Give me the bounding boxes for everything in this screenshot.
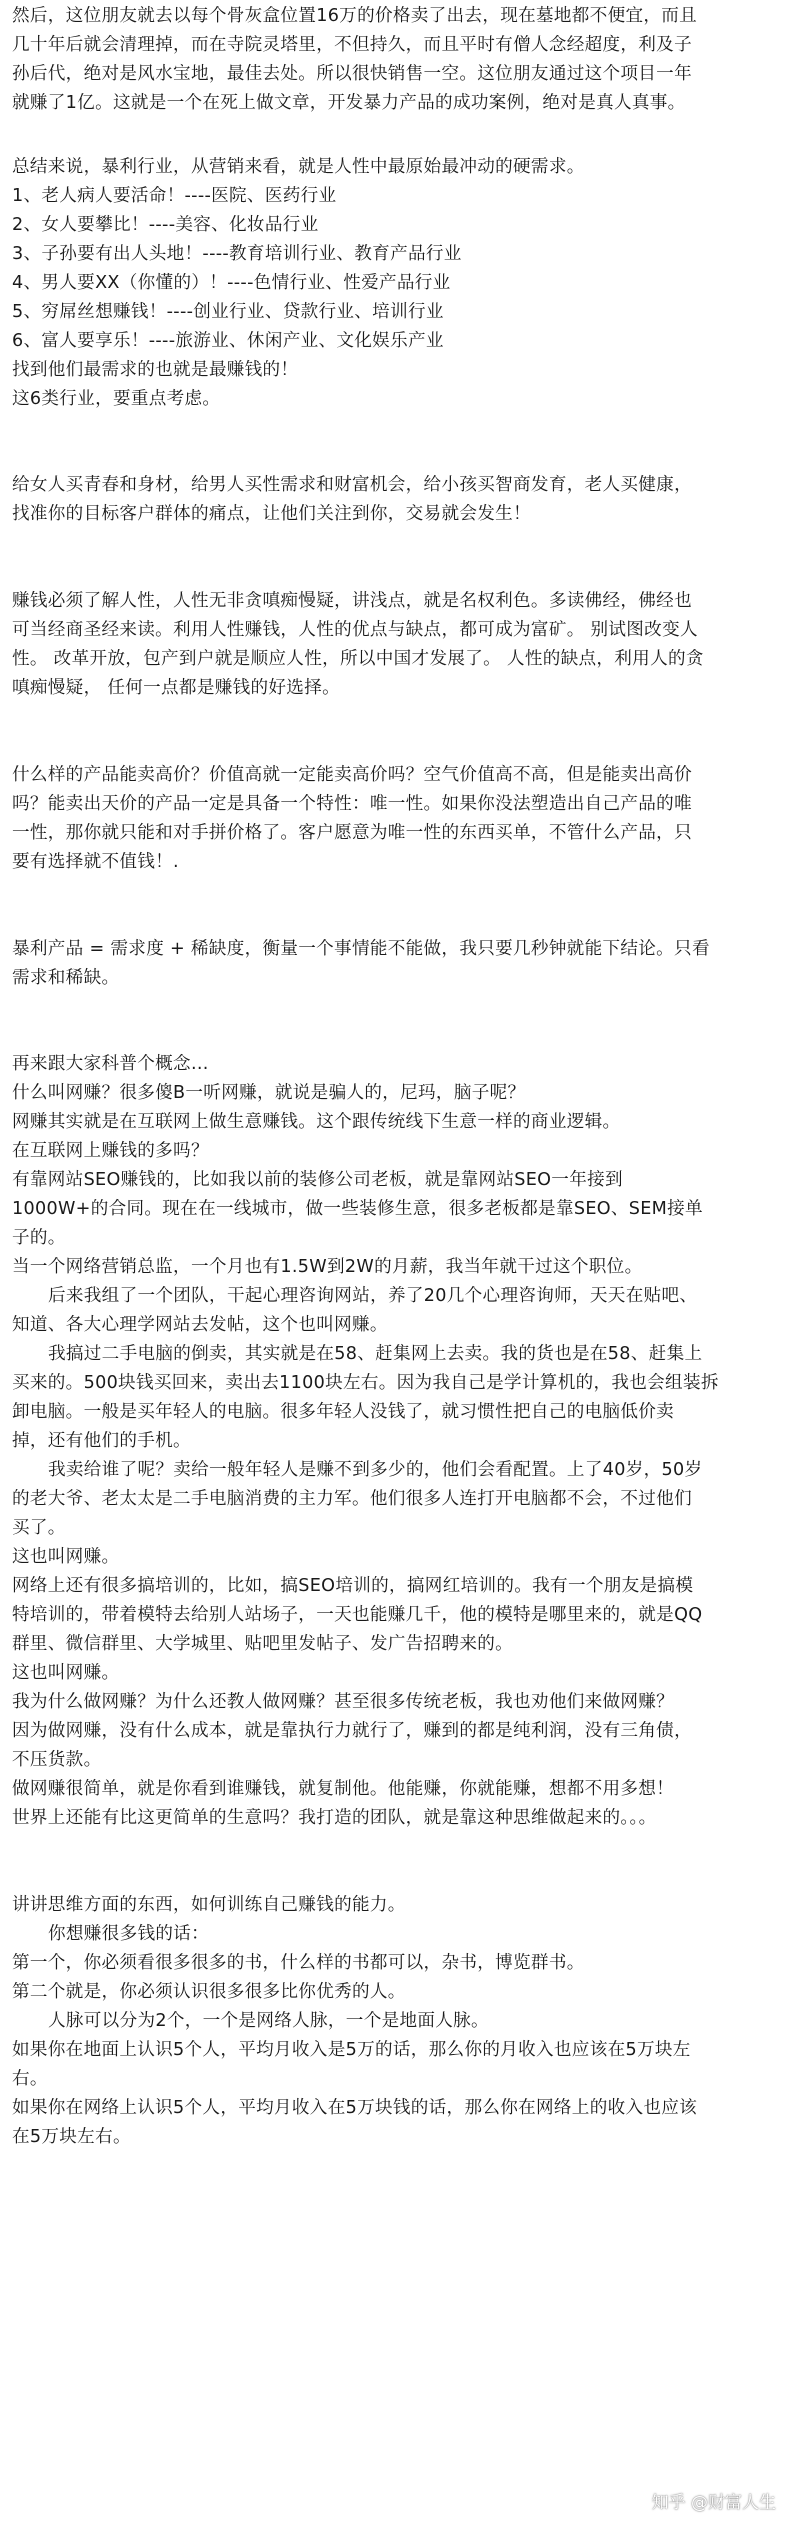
text-line: 吗？能卖出天价的产品一定是具备一个特性：唯一性。如果你没法塑造出自己产品的唯 xyxy=(12,794,692,814)
text-line: 性。 改革开放，包产到户就是顺应人性，所以中国才发展了。 人性的缺点，利用人的贪 xyxy=(12,649,704,669)
text-line: 知道、各大心理学网站去发帖，这个也叫网赚。 xyxy=(12,1315,388,1335)
text-line: 然后，这位朋友就去以每个骨灰盒位置16万的价格卖了出去，现在墓地都不便宜，而且 xyxy=(12,6,698,26)
text-line: 这6类行业，要重点考虑。 xyxy=(12,389,221,409)
text-line: 有靠网站SEO赚钱的，比如我以前的装修公司老板，就是靠网站SEO一年接到 xyxy=(12,1170,623,1190)
text-line: 总结来说，暴利行业，从营销来看，就是人性中最原始最冲动的硬需求。 xyxy=(12,157,585,177)
text-line: 子的。 xyxy=(12,1228,66,1248)
text-line: 如果你在地面上认识5个人，平均月收入是5万的话，那么你的月收入也应该在5万块左 xyxy=(12,2040,691,2060)
text-line: 孙后代，绝对是风水宝地，最佳去处。所以很快销售一空。这位朋友通过这个项目一年 xyxy=(12,64,692,84)
text-line: 群里、微信群里、大学城里、贴吧里发帖子、发广告招聘来的。 xyxy=(12,1634,514,1654)
text-line: 掉，还有他们的手机。 xyxy=(12,1431,191,1451)
text-line: 就赚了1亿。这就是一个在死上做文章，开发暴力产品的成功案例，绝对是真人真事。 xyxy=(12,93,686,113)
text-line: 赚钱必须了解人性，人性无非贪嗔痴慢疑，讲浅点，就是名权利色。多读佛经，佛经也 xyxy=(12,591,692,611)
text-line: 在互联网上赚钱的多吗？ xyxy=(12,1141,209,1161)
text-line: 5、穷屌丝想赚钱！----创业行业、贷款行业、培训行业 xyxy=(12,302,444,322)
text-line: 找准你的目标客户群体的痛点，让他们关注到你，交易就会发生！ xyxy=(12,504,531,524)
text-line: 特培训的，带着模特去给别人站场子，一天也能赚几千，他的模特是哪里来的，就是QQ xyxy=(12,1605,703,1625)
text-line: 一性，那你就只能和对手拼价格了。客户愿意为唯一性的东西买单，不管什么产品，只 xyxy=(12,823,692,843)
text-line: 6、富人要享乐！----旅游业、休闲产业、文化娱乐产业 xyxy=(12,331,444,351)
text-line: 因为做网赚，没有什么成本，就是靠执行力就行了，赚到的都是纯利润，没有三角债， xyxy=(12,1721,692,1741)
text-line: 什么叫网赚？很多傻B一听网赚，就说是骗人的，尼玛，脑子呢？ xyxy=(12,1083,526,1103)
text-line: 需求和稀缺。 xyxy=(12,968,120,988)
text-line: 如果你在网络上认识5个人，平均月收入在5万块钱的话，那么你在网络上的收入也应该 xyxy=(12,2098,698,2118)
text-line: 暴利产品 = 需求度 + 稀缺度，衡量一个事情能不能做，我只要几秒钟就能下结论。只看 xyxy=(12,939,710,959)
text-line: 第二个就是，你必须认识很多很多比你优秀的人。 xyxy=(12,1982,406,2002)
text-line: 第一个，你必须看很多很多的书，什么样的书都可以，杂书，博览群书。 xyxy=(12,1953,585,1973)
text-line: 这也叫网赚。 xyxy=(12,1547,120,1567)
text-line: 卸电脑。一般是买年轻人的电脑。很多年轻人没钱了，就习惯性把自己的电脑低价卖 xyxy=(12,1402,675,1422)
text-line: 网赚其实就是在互联网上做生意赚钱。这个跟传统线下生意一样的商业逻辑。 xyxy=(12,1112,621,1132)
text-line: 买来的。500块钱买回来，卖出去1100块左右。因为我自己是学计算机的，我也会组装拆 xyxy=(12,1373,719,1393)
text-line: 给女人买青春和身材，给男人买性需求和财富机会，给小孩买智商发育，老人买健康， xyxy=(12,475,692,495)
text-line: 的老大爷、老太太是二手电脑消费的主力军。他们很多人连打开电脑都不会，不过他们 xyxy=(12,1489,692,1509)
text-line: 我搞过二手电脑的倒卖，其实就是在58、赶集网上去卖。我的货也是在58、赶集上 xyxy=(48,1344,703,1364)
text-line: 讲讲思维方面的东西，如何训练自己赚钱的能力。 xyxy=(12,1895,406,1915)
text-line: 后来我组了一个团队，干起心理咨询网站，养了20几个心理咨询师，天天在贴吧、 xyxy=(48,1286,698,1306)
text-line: 你想赚很多钱的话： xyxy=(48,1924,210,1944)
text-line: 我为什么做网赚？为什么还教人做网赚？甚至很多传统老板，我也劝他们来做网赚？ xyxy=(12,1692,675,1712)
text-line: 可当经商圣经来读。利用人性赚钱，人性的优点与缺点，都可成为富矿。 别试图改变人 xyxy=(12,620,698,640)
text-line: 不压货款。 xyxy=(12,1750,102,1770)
zhihu-watermark: 知乎 @财富人生 xyxy=(651,2493,776,2513)
text-line: 网络上还有很多搞培训的，比如，搞SEO培训的，搞网红培训的。我有一个朋友是搞模 xyxy=(12,1576,694,1596)
text-line: 当一个网络营销总监，一个月也有1.5W到2W的月薪，我当年就干过这个职位。 xyxy=(12,1257,643,1277)
text-line: 在5万块左右。 xyxy=(12,2127,131,2147)
text-line: 做网赚很简单，就是你看到谁赚钱，就复制他。他能赚，你就能赚，想都不用多想！ xyxy=(12,1779,675,1799)
text-line: 右。 xyxy=(12,2069,48,2089)
text-line: 这也叫网赚。 xyxy=(12,1663,120,1683)
text-line: 3、子孙要有出人头地！----教育培训行业、教育产品行业 xyxy=(12,244,462,264)
text-line: 人脉可以分为2个，一个是网络人脉，一个是地面人脉。 xyxy=(48,2011,489,2031)
text-line: 要有选择就不值钱！. xyxy=(12,852,179,872)
text-line: 4、男人要XX（你懂的）！----色情行业、性爱产品行业 xyxy=(12,273,451,293)
text-line: 我卖给谁了呢？卖给一般年轻人是赚不到多少的，他们会看配置。上了40岁，50岁 xyxy=(48,1460,703,1480)
text-line: 几十年后就会清理掉，而在寺院灵塔里，不但持久，而且平时有僧人念经超度，利及子 xyxy=(12,35,692,55)
text-line: 1、老人病人要活命！----医院、医药行业 xyxy=(12,186,337,206)
text-line: 买了。 xyxy=(12,1518,66,1538)
text-line: 世界上还能有比这更简单的生意吗？我打造的团队，就是靠这种思维做起来的。。。 xyxy=(12,1808,657,1828)
text-line: 再来跟大家科普个概念... xyxy=(12,1054,209,1074)
text-line: 嗔痴慢疑， 任何一点都是赚钱的好选择。 xyxy=(12,678,340,698)
text-line: 什么样的产品能卖高价？价值高就一定能卖高价吗？空气价值高不高，但是能卖出高价 xyxy=(12,765,692,785)
text-line: 1000W+的合同。现在在一线城市，做一些装修生意，很多老板都是靠SEO、SEM接单 xyxy=(12,1199,703,1219)
text-line: 2、女人要攀比！----美容、化妆品行业 xyxy=(12,215,319,235)
text-line: 找到他们最需求的也就是最赚钱的！ xyxy=(12,360,299,380)
